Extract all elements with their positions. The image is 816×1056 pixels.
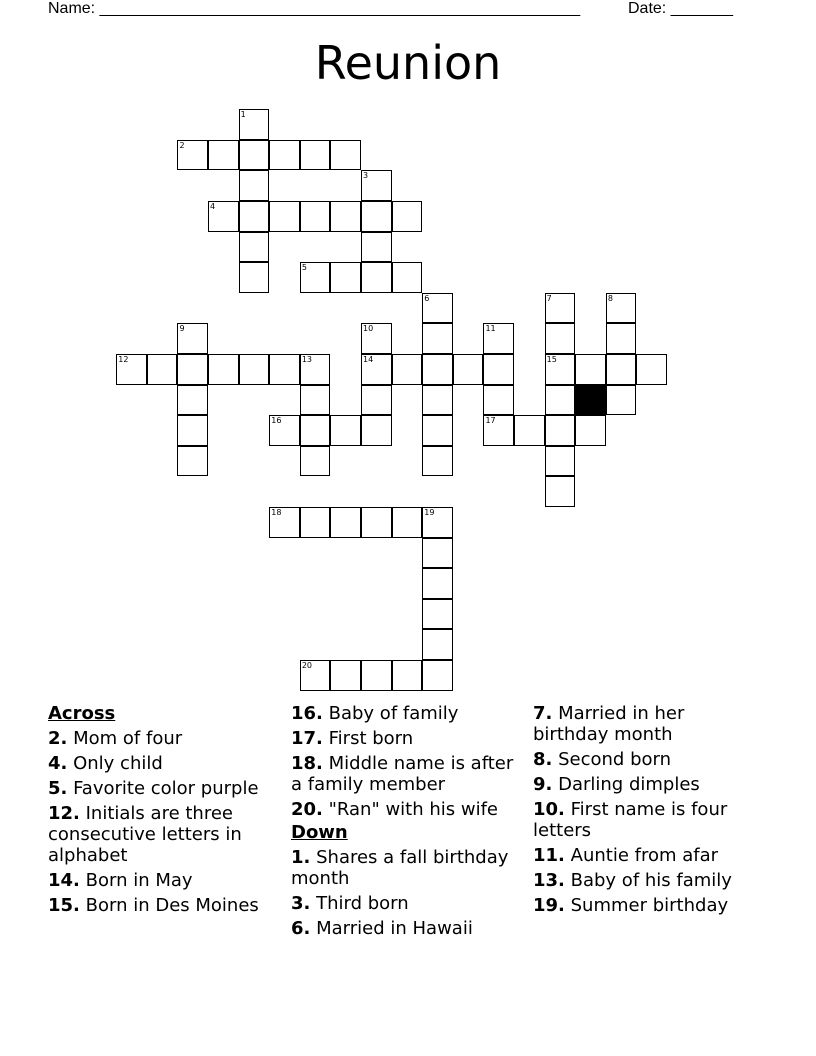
clue-item bbox=[533, 749, 758, 770]
clue-item bbox=[533, 870, 758, 891]
grid-cell[interactable] bbox=[300, 446, 331, 477]
clue-number: 10 bbox=[363, 324, 374, 334]
clue-text: Initials are three consecutive letters in alphabet bbox=[48, 803, 242, 866]
clue-num: 10. bbox=[533, 799, 565, 820]
grid-cell[interactable] bbox=[392, 201, 423, 232]
grid-cell[interactable] bbox=[330, 262, 361, 293]
grid-cell[interactable] bbox=[269, 201, 300, 232]
clue-number: 12 bbox=[118, 355, 129, 365]
date-field[interactable] bbox=[628, 0, 733, 18]
grid-cell[interactable] bbox=[361, 415, 392, 446]
grid-cell[interactable] bbox=[483, 385, 514, 416]
grid-cell[interactable] bbox=[239, 170, 270, 201]
clue-number: 17 bbox=[485, 416, 496, 426]
clue-item bbox=[533, 799, 758, 841]
clue-num: 13. bbox=[533, 870, 565, 891]
clue-item bbox=[48, 753, 283, 774]
grid-cell[interactable] bbox=[116, 354, 147, 385]
clue-number: 16 bbox=[271, 416, 282, 426]
grid-cell[interactable] bbox=[361, 660, 392, 691]
grid-cell[interactable] bbox=[422, 538, 453, 569]
grid-cell[interactable] bbox=[300, 660, 331, 691]
grid-cell[interactable] bbox=[330, 201, 361, 232]
grid-cell[interactable] bbox=[300, 201, 331, 232]
clue-item bbox=[291, 799, 526, 820]
clue-num: 5. bbox=[48, 778, 68, 799]
clue-num: 18. bbox=[291, 753, 323, 774]
grid-cell[interactable] bbox=[545, 446, 576, 477]
grid-cell[interactable] bbox=[330, 415, 361, 446]
clue-text: Born in May bbox=[85, 870, 193, 891]
clue-text: Summer birthday bbox=[570, 895, 729, 916]
grid-cell[interactable] bbox=[422, 599, 453, 630]
grid-cell[interactable] bbox=[606, 293, 637, 324]
clue-text: Favorite color purple bbox=[73, 778, 259, 799]
clue-number: 15 bbox=[546, 355, 557, 365]
grid-cell[interactable] bbox=[300, 507, 331, 538]
grid-cell[interactable] bbox=[239, 140, 270, 171]
grid-cell[interactable] bbox=[300, 415, 331, 446]
clue-num: 11. bbox=[533, 845, 565, 866]
clue-item bbox=[48, 870, 283, 891]
clue-item bbox=[48, 895, 283, 916]
grid-cell[interactable] bbox=[330, 140, 361, 171]
clue-item bbox=[48, 803, 283, 866]
grid-cell[interactable] bbox=[208, 201, 239, 232]
grid-cell[interactable] bbox=[392, 660, 423, 691]
grid-cell[interactable] bbox=[422, 629, 453, 660]
clue-number: 6 bbox=[424, 293, 430, 303]
grid-cell[interactable] bbox=[514, 415, 545, 446]
clue-num: 14. bbox=[48, 870, 80, 891]
clue-number: 11 bbox=[485, 324, 496, 334]
clue-num: 3. bbox=[291, 893, 311, 914]
grid-cell[interactable] bbox=[269, 140, 300, 171]
clue-item bbox=[291, 918, 526, 939]
clue-num: 4. bbox=[48, 753, 68, 774]
clue-number: 4 bbox=[210, 202, 216, 212]
grid-cell[interactable] bbox=[208, 140, 239, 171]
grid-cell[interactable] bbox=[361, 262, 392, 293]
clue-number: 18 bbox=[271, 508, 282, 518]
clue-item bbox=[48, 728, 283, 749]
clue-item bbox=[291, 728, 526, 749]
grid-cell[interactable] bbox=[239, 109, 270, 140]
grid-cell[interactable] bbox=[422, 568, 453, 599]
grid-cell[interactable] bbox=[177, 140, 208, 171]
grid-cell[interactable] bbox=[545, 354, 576, 385]
clue-text: First name is four letters bbox=[533, 799, 728, 841]
clue-number: 8 bbox=[607, 293, 613, 303]
grid-cell[interactable] bbox=[483, 415, 514, 446]
clue-num: 7. bbox=[533, 703, 553, 724]
clue-text: Married in her birthday month bbox=[533, 703, 685, 745]
grid-cell[interactable] bbox=[300, 385, 331, 416]
grid-cell[interactable] bbox=[606, 385, 637, 416]
clue-text: Second born bbox=[558, 749, 672, 770]
name-field[interactable] bbox=[48, 0, 580, 18]
clue-num: 19. bbox=[533, 895, 565, 916]
across-heading: Across bbox=[48, 703, 116, 724]
name-line: ______________________________________________________ bbox=[99, 0, 581, 17]
down-heading: Down bbox=[291, 822, 348, 843]
clue-number: 2 bbox=[179, 140, 185, 150]
grid-cell[interactable] bbox=[269, 354, 300, 385]
grid-cell[interactable] bbox=[422, 507, 453, 538]
grid-cell[interactable] bbox=[606, 354, 637, 385]
grid-cell[interactable] bbox=[422, 415, 453, 446]
clue-number: 20 bbox=[301, 661, 313, 671]
clue-item bbox=[291, 893, 526, 914]
clue-item bbox=[48, 778, 283, 799]
clue-number: 1 bbox=[240, 110, 246, 120]
clue-num: 6. bbox=[291, 918, 311, 939]
grid-cell[interactable] bbox=[330, 660, 361, 691]
black-cell bbox=[575, 385, 606, 416]
clue-number: 7 bbox=[546, 293, 552, 303]
grid-cell[interactable] bbox=[269, 507, 300, 538]
clue-item bbox=[291, 753, 526, 795]
grid-cell[interactable] bbox=[208, 354, 239, 385]
name-label: Name: bbox=[48, 0, 96, 17]
clue-column-1 bbox=[48, 703, 283, 920]
clue-text: Shares a fall birthday month bbox=[291, 847, 509, 889]
grid-cell[interactable] bbox=[545, 385, 576, 416]
clue-num: 1. bbox=[291, 847, 311, 868]
grid-cell[interactable] bbox=[483, 354, 514, 385]
grid-cell[interactable] bbox=[545, 476, 576, 507]
grid-cell[interactable] bbox=[422, 446, 453, 477]
clue-item bbox=[291, 703, 526, 724]
grid-cell[interactable] bbox=[545, 293, 576, 324]
grid-cell[interactable] bbox=[392, 507, 423, 538]
grid-cell[interactable] bbox=[177, 354, 208, 385]
clue-number: 3 bbox=[363, 171, 369, 181]
clue-text: Darling dimples bbox=[558, 774, 700, 795]
clue-text: Baby of family bbox=[328, 703, 459, 724]
grid-cell[interactable] bbox=[422, 293, 453, 324]
grid-cell[interactable] bbox=[300, 354, 331, 385]
grid-cell[interactable] bbox=[177, 415, 208, 446]
clue-column-2 bbox=[291, 703, 526, 943]
clue-num: 2. bbox=[48, 728, 68, 749]
grid-cell[interactable] bbox=[361, 385, 392, 416]
grid-cell[interactable] bbox=[239, 354, 270, 385]
grid-cell[interactable] bbox=[361, 323, 392, 354]
clue-text: Auntie from afar bbox=[570, 845, 719, 866]
grid-cell[interactable] bbox=[269, 415, 300, 446]
clue-column-3 bbox=[533, 703, 758, 920]
clue-num: 9. bbox=[533, 774, 553, 795]
grid-cell[interactable] bbox=[361, 201, 392, 232]
puzzle-title: Reunion bbox=[314, 36, 502, 90]
grid-cell[interactable] bbox=[147, 354, 178, 385]
clue-item bbox=[533, 845, 758, 866]
clue-text: Born in Des Moines bbox=[85, 895, 259, 916]
grid-cell[interactable] bbox=[575, 415, 606, 446]
clue-num: 17. bbox=[291, 728, 323, 749]
clue-num: 12. bbox=[48, 803, 80, 824]
clue-number: 5 bbox=[301, 263, 307, 273]
grid-cell[interactable] bbox=[545, 415, 576, 446]
clue-text: Baby of his family bbox=[570, 870, 732, 891]
grid-cell[interactable] bbox=[330, 507, 361, 538]
grid-cell[interactable] bbox=[422, 660, 453, 691]
clue-number: 13 bbox=[301, 355, 313, 365]
grid-cell[interactable] bbox=[392, 354, 423, 385]
grid-cell[interactable] bbox=[239, 232, 270, 263]
clue-item bbox=[533, 774, 758, 795]
date-label: Date: bbox=[628, 0, 667, 17]
grid-cell[interactable] bbox=[575, 354, 606, 385]
grid-cell[interactable] bbox=[361, 354, 392, 385]
clue-text: Middle name is after a family member bbox=[291, 753, 514, 795]
clue-item bbox=[533, 895, 758, 916]
clue-num: 20. bbox=[291, 799, 323, 820]
clue-number: 14 bbox=[363, 355, 374, 365]
grid-cell[interactable] bbox=[300, 262, 331, 293]
clue-text: Third born bbox=[316, 893, 409, 914]
clue-number: 19 bbox=[424, 508, 435, 518]
clue-text: Only child bbox=[73, 753, 163, 774]
clue-number: 9 bbox=[179, 324, 185, 334]
grid-cell[interactable] bbox=[239, 262, 270, 293]
clue-item bbox=[533, 703, 758, 745]
clue-item bbox=[291, 847, 526, 889]
grid-cell[interactable] bbox=[392, 262, 423, 293]
grid-cell[interactable] bbox=[636, 354, 667, 385]
grid-cell[interactable] bbox=[300, 140, 331, 171]
grid-cell[interactable] bbox=[422, 385, 453, 416]
grid-cell[interactable] bbox=[239, 201, 270, 232]
grid-cell[interactable] bbox=[361, 507, 392, 538]
grid-cell[interactable] bbox=[422, 354, 453, 385]
clue-num: 15. bbox=[48, 895, 80, 916]
grid-cell[interactable] bbox=[361, 232, 392, 263]
clue-text: Mom of four bbox=[73, 728, 183, 749]
grid-cell[interactable] bbox=[361, 170, 392, 201]
grid-cell[interactable] bbox=[422, 323, 453, 354]
clue-text: First born bbox=[328, 728, 414, 749]
grid-cell[interactable] bbox=[177, 385, 208, 416]
clue-text: "Ran" with his wife bbox=[328, 799, 499, 820]
grid-cell[interactable] bbox=[483, 323, 514, 354]
clue-text: Married in Hawaii bbox=[316, 918, 473, 939]
grid-cell[interactable] bbox=[177, 323, 208, 354]
grid-cell[interactable] bbox=[177, 446, 208, 477]
grid-cell[interactable] bbox=[453, 354, 484, 385]
clue-num: 8. bbox=[533, 749, 553, 770]
clue-num: 16. bbox=[291, 703, 323, 724]
date-line: _______ bbox=[670, 0, 733, 17]
grid-cell[interactable] bbox=[545, 323, 576, 354]
grid-cell[interactable] bbox=[606, 323, 637, 354]
